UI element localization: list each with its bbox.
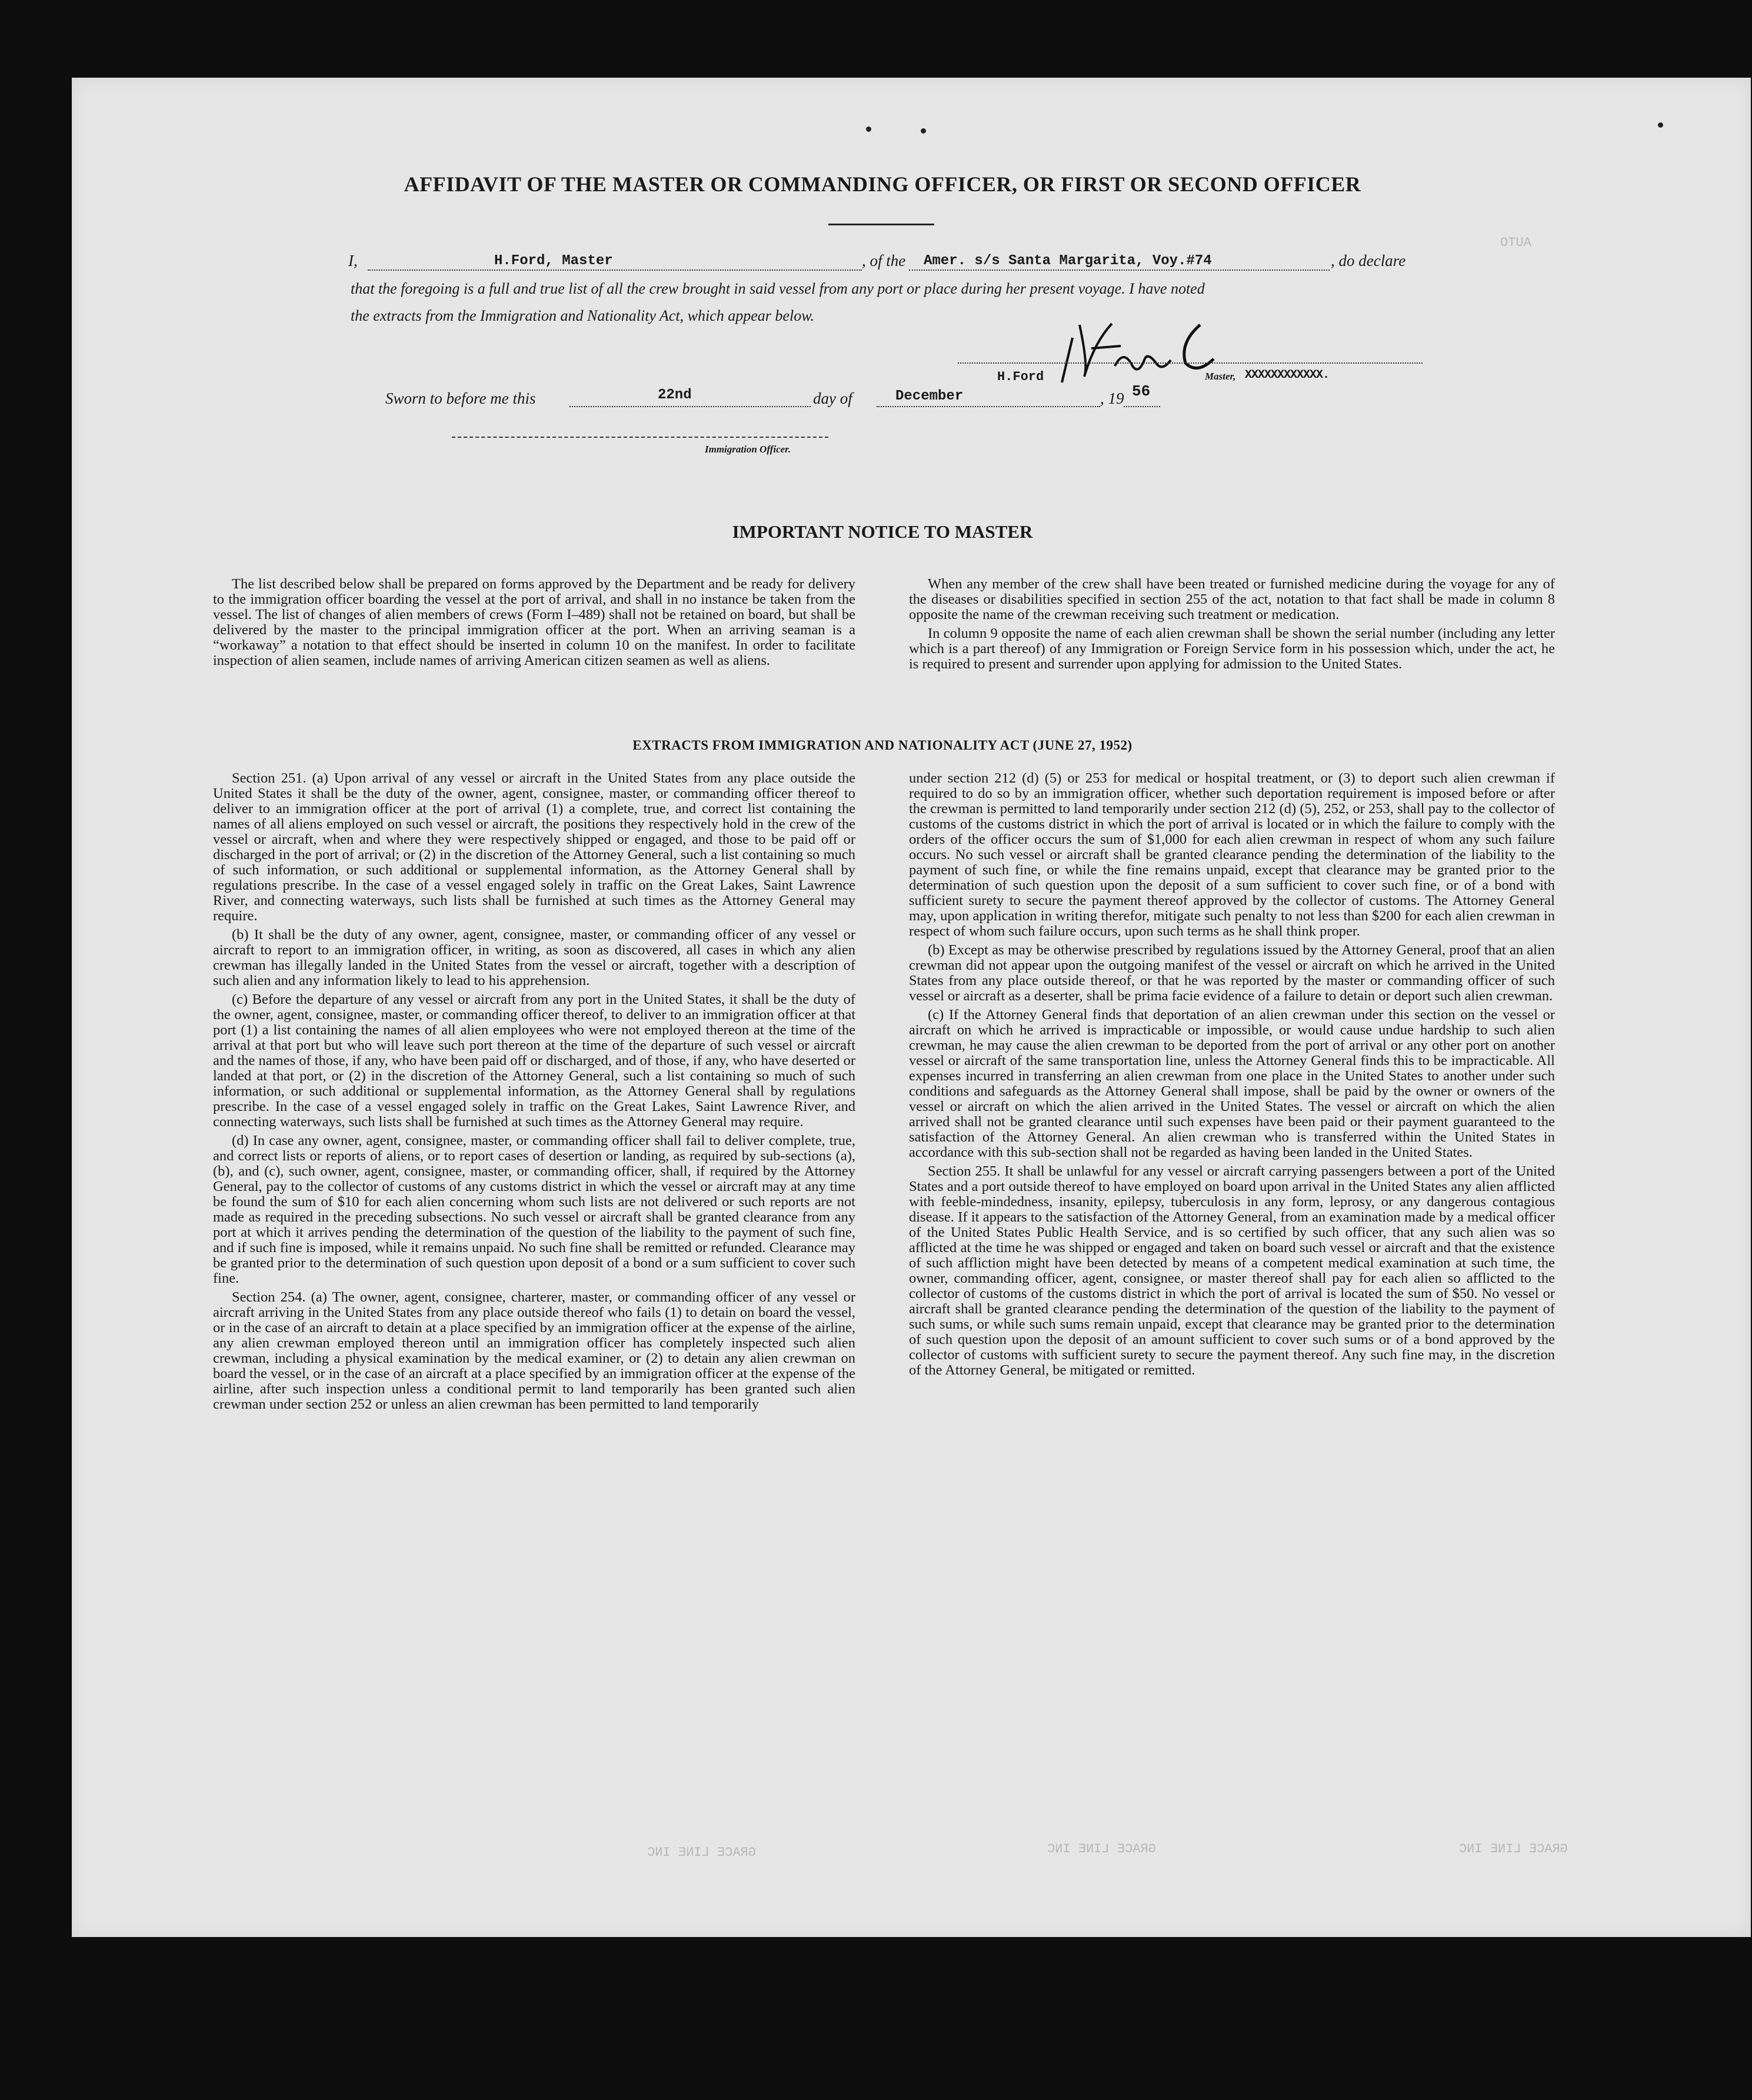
section-254-a: Section 254. (a) The owner, agent, consignee, charterer, master, or commanding officer of any vessel or aircraft arriving in the United States from any place outside thereof who fails (1) to detain on board the vessel, or in the case of an aircraft to detain at a place specified by an immigration officer at the expense of the airline, any alien crewman employed thereon until an immigration officer has completely inspected such alien crewman, including a physical examination by the medical examiner, or (2) to detain any alien crewman on board the vessel, or in the case of an aircraft at a place specified by an immigration officer at the expense of the airline, after such inspection unless a conditional permit to land temporarily has been granted such alien crewman under section 252 or unless an alien crewman has been permitted to land temporarily xyxy=(213,1289,855,1412)
section-254-b: (b) Except as may be otherwise prescribed by regulations issued by the Attorney General, proof that an alien crewman did not appear upon the outgoing manifest of the vessel or aircraft on which he arrived in the United States from any place outside thereof, or that he was reported by the master or commanding officer of such vessel or aircraft as a deserter, shall be prima facie evidence of a failure to detain or deport such alien crewman. xyxy=(909,942,1555,1004)
scan-mark xyxy=(866,127,871,132)
notice-left-column xyxy=(213,577,855,672)
struck-text: XXXXXXXXXXXX. xyxy=(1245,368,1330,382)
master-name: H.Ford, Master xyxy=(494,253,613,269)
year-line xyxy=(1124,406,1160,407)
bleed-through-mark: GRACE LINE INC xyxy=(1459,1842,1568,1856)
scan-mark xyxy=(921,128,926,134)
section-251-a: Section 251. (a) Upon arrival of any vessel or aircraft in the United States from any place outside the United States it shall be the duty of the owner, agent, consignee, master, or commanding officer thereof to deliver to an immigration officer at the port of arrival (1) a complete, true, and correct list containing the names of all aliens employed on such vessel or aircraft, the positions they respectively hold in the crew of the vessel or aircraft, when and where they were respectively shipped or engaged, and those to be paid off or discharged in the port of arrival; or (2) in the discretion of the Attorney General, such a list containing so much of such information, or such additional or supplemental information, as the Attorney General shall by regulations prescribe. In the case of a vessel engaged solely in traffic on the Great Lakes, Saint Lawrence River, and connecting waterways, such lists shall be furnished at such times as the Attorney General may require. xyxy=(213,770,855,924)
section-251-c: (c) Before the departure of any vessel or aircraft from any port in the United States, it shall be the duty of the owner, agent, consignee, master, or commanding officer thereof, to deliver to an immigration officer at that port (1) a list containing the names of all alien employees who were not employed thereon at the time of the arrival at that port but who will leave such port thereon at the time of the departure of such vessel or aircraft and the names of those, if any, who have been paid off or discharged, and of those, if any, who have deserted or landed at that port, or (2) in the discretion of the Attorney General, such a list containing so much of such information, or such additional or supplemental information, as the Attorney General shall by regulations prescribe. In the case of a vessel engaged solely in traffic on the Great Lakes, Saint Lawrence River, and connecting waterways, such lists shall be furnished at such times as the Attorney General may require. xyxy=(213,991,855,1130)
officer-label: Immigration Officer. xyxy=(705,444,791,455)
master-label: Master, xyxy=(1205,371,1236,382)
sworn-month: December xyxy=(895,388,964,404)
sworn-year: 56 xyxy=(1132,382,1151,400)
bleed-through-mark: AUTO xyxy=(1500,235,1531,250)
extracts-left-column xyxy=(213,771,855,1416)
affidavit-title: AFFIDAVIT OF THE MASTER OR COMMANDING OFFICER, OR FIRST OR SECOND OFFICER xyxy=(404,172,1361,196)
notice-right-paragraph-1: When any member of the crew shall have been treated or furnished medicine during the voyage for any of the diseases or disabilities specified in section 255 of the act, notation to that fact shall be made in column 8 opposite the name of the crewman receiving such treatment or medication. xyxy=(909,576,1555,623)
title-rule xyxy=(828,224,934,225)
notice-right-paragraph-2: In column 9 opposite the name of each alien crewman shall be shown the serial number (including any letter which is a part thereof) of any Immigration or Foreign Service form in his possession which, under the act, he is required to present and surrender upon applying for admission to the United States. xyxy=(909,625,1555,672)
section-255: Section 255. It shall be unlawful for any vessel or aircraft carrying passengers between a port of the United States and a port outside thereof to have employed on board upon arrival in the United States any alien afflicted with feeble-mindedness, insanity, epilepsy, tuberculosis in any form, leprosy, or any dangerous contagious disease. If it appears to the satisfaction of the Attorney General, from an examination made by a medical officer of the United States Public Health Service, and is so certified by such officer, that any such alien was so afflicted at the time he was shipped or engaged and taken on board such vessel or aircraft and that the existence of such affliction might have been detected by means of a competent medical examination at such time, the owner, commanding officer, agent, consignee, or master thereof shall pay for each alien so afflicted to the collector of customs of the customs district in which the port of arrival is located the sum of $50. No vessel or aircraft shall be granted clearance pending the determination of the question of the liability to the payment of such sums, or while such sums remain unpaid, except that clearance may be granted prior to the determination of such question upon the deposit of an amount sufficient to cover such sums or of a bond approved by the collector of customs with sufficient surety to secure the payment thereof. Any such fine may, in the discretion of the Attorney General, be mitigated or remitted. xyxy=(909,1163,1555,1378)
name-line xyxy=(368,269,862,271)
extracts-title: EXTRACTS FROM IMMIGRATION AND NATIONALITY ACT (JUNE 27, 1952) xyxy=(632,738,1133,753)
declaration-line-2: the extracts from the Immigration and Nationality Act, which appear below. xyxy=(351,307,815,324)
sworn-day: 22nd xyxy=(658,387,692,403)
notice-title: IMPORTANT NOTICE TO MASTER xyxy=(732,521,1033,542)
scan-mark xyxy=(1658,122,1663,128)
day-of-label: day of xyxy=(813,390,852,407)
section-251-d: (d) In case any owner, agent, consignee, master, or commanding officer shall fail to deliver complete, true, and correct lists or reports of aliens, or to report cases of desertion or landing, as required by sub-sections (a), (b), and (c), such owner, agent, consignee, master, or commanding officer, shall, if required by the Attorney General, pay to the collector of customs of any customs district in which the vessel or aircraft may at any time be found the sum of $10 for each alien concerning whom such lists are not delivered or such reports are not made as required in the preceding subsections. No such vessel or aircraft shall be granted clearance from any port at which it arrives pending the determination of the question of the liability to the payment of such fine, and if such fine is imposed, while it remains unpaid. No such fine shall be remitted or refunded. Clearance may be granted prior to the determination of such question upon deposit of a bond or a sum sufficient to cover such fine. xyxy=(213,1133,855,1286)
notice-right-column xyxy=(909,577,1555,675)
section-254-c: (c) If the Attorney General finds that deportation of an alien crewman under this section on the vessel or aircraft on which he arrived is impracticable or impossible, or would cause undue hardship to such alien crewman, he may cause the alien crewman to be deported from the port of arrival or any other port on another vessel or aircraft of the same transportation line, unless the Attorney General finds this to be impracticable. All expenses incurred in transferring an alien crewman from one place in the United States to another under such conditions and safeguards as the Attorney General shall impose, shall be paid by the owner or owners of the vessel or aircraft on which the alien arrived in the United States. The vessel or aircraft on which the alien arrived shall not be granted clearance until such expenses have been paid or their payment guaranteed to the satisfaction of the Attorney General. An alien crewman who is transferred within the United States in accordance with this sub-section shall not be regarded as having been landed in the United States. xyxy=(909,1007,1555,1160)
declare-label: , do declare xyxy=(1331,252,1406,269)
section-254-a-cont: under section 212 (d) (5) or 253 for medical or hospital treatment, or (3) to deport such alien crewman if required to do so by an immigration officer, whether such deportation requirement is imposed before or after the crewman is permitted to land temporarily under section 212 (d) (5), 252, or 253, shall pay to the collector of customs of the customs district in which the port of arrival is located or in which the failure to comply with the orders of the officer occurs the sum of $1,000 for each alien crewman in respect of whom any such failure occurs. No such vessel or aircraft shall be granted clearance pending the determination of the liability to the payment of such fine, or while the fine remains unpaid, except that clearance may be granted prior to the determination of such question upon the deposit of a sum sufficient to cover such fine, or of a bond with sufficient surety to secure the payment thereof approved by the collector of customs. The Attorney General may, upon application in writing therefor, mitigate such penalty to not less than $200 for each alien crewman in respect of whom such failure occurs, upon such terms as he shall think proper. xyxy=(909,770,1555,939)
i-label: I, xyxy=(348,252,358,269)
declaration-line-1: that the foregoing is a full and true list of all the crew brought in said vessel from any port or place during her present voyage. I have noted xyxy=(351,280,1205,297)
signature-line xyxy=(958,362,1423,364)
year-prefix: , 19 xyxy=(1100,390,1124,407)
month-line xyxy=(877,406,1100,407)
sworn-label: Sworn to before me this xyxy=(385,390,536,407)
vessel-name: Amer. s/s Santa Margarita, Voy.#74 xyxy=(924,253,1212,269)
notice-left-paragraph: The list described below shall be prepared on forms approved by the Department and be ready for delivery to the immigration officer boarding the vessel at the port of arrival, and shall in no instance be taken from the vessel. The list of changes of alien members of crews (Form I–489) shall not be retained on board, but shall be delivered by the master to the principal immigration officer at the port. When an arriving seaman is a “workaway” a notation to that effect should be inserted in column 10 on the manifest. In order to facilitate inspection of alien seamen, include names of arriving American citizen seamen as well as aliens. xyxy=(213,576,855,668)
day-line xyxy=(569,406,811,407)
bleed-through-mark: GRACE LINE INC xyxy=(647,1845,756,1860)
extracts-right-column xyxy=(909,771,1555,1382)
officer-signature-line xyxy=(452,437,828,438)
bleed-through-mark: GRACE LINE INC xyxy=(1047,1842,1156,1856)
of-the-label: , of the xyxy=(862,252,906,269)
section-251-b: (b) It shall be the duty of any owner, agent, consignee, master, or commanding officer of any vessel or aircraft to report to an immigration officer, in writing, as soon as discovered, all cases in which any alien crewman has illegally landed in the United States from the vessel or aircraft, together with a description of such alien and any information likely to lead to his apprehension. xyxy=(213,927,855,989)
vessel-line xyxy=(909,269,1330,271)
signed-name: H.Ford xyxy=(997,370,1044,384)
